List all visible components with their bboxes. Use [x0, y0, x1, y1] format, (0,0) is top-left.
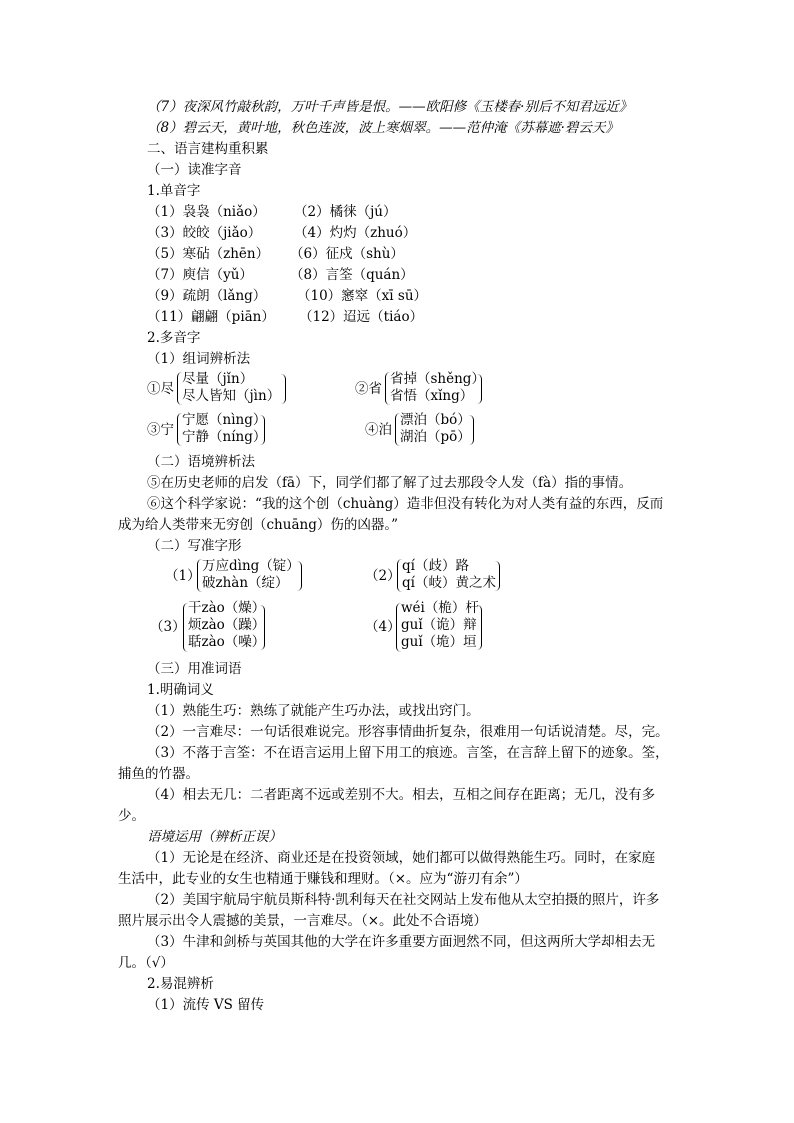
polyphone-word: 漂泊（bó）	[400, 412, 471, 428]
polyphone-word: 宁愿（nìng）	[182, 412, 267, 428]
glyph-lead: （2）	[365, 568, 401, 584]
glyph-word: 聒zào（噪）	[188, 634, 266, 650]
single-item: （11）翩翩（piān）	[147, 309, 275, 325]
glyph-group	[150, 600, 280, 655]
definition-3: （3）不落于言筌：不在语言运用上留下用工的痕迹。言筌，在言辞上留下的迹象。筌，	[147, 745, 669, 761]
heading-context-usage: 语境运用（辨析正误）	[147, 829, 282, 845]
polyphone-group	[147, 411, 277, 449]
right-brace	[260, 605, 265, 650]
right-brace	[477, 605, 482, 650]
subheading-write-glyph: （二）写准字形	[147, 538, 242, 554]
context-example-6-cont: 成为给人类带来无穷创（chuāng）伤的凶器。”	[118, 517, 398, 533]
single-item: （8）言筌（quán）	[290, 267, 414, 283]
right-brace	[297, 561, 302, 591]
usage-1: （1）无论是在经济、商业还是在投资领域，她们都可以做得熟能生巧。同时，在家庭	[147, 850, 656, 866]
single-item: （5）寒砧（zhēn）	[147, 246, 270, 262]
polyphone-word: 尽量（jǐn）	[182, 371, 254, 387]
definition-2: （2）一言难尽：一句话很难说完。形容事情曲折复杂，很难用一句话说清楚。尽，完。	[147, 724, 669, 740]
glyph-word: 干zào（燥）	[188, 600, 266, 616]
confusable-1: （1）流传 VS 留传	[147, 997, 265, 1013]
polyphone-word: 尽人皆知（jìn）	[182, 388, 281, 404]
single-item: （3）皎皎（jiǎo）	[147, 225, 262, 241]
definition-4-cont: 少。	[118, 808, 145, 824]
glyph-lead: （4）	[365, 619, 401, 635]
glyph-group	[165, 557, 315, 595]
context-example-6: ⑥这个科学家说：“我的这个创（chuàng）造非但没有转化为对人类有益的东西，反而	[147, 496, 664, 512]
usage-3: （3）牛津和剑桥与英国其他的大学在许多重要方面迥然不同，但这两所大学却相去无	[147, 934, 656, 950]
right-brace	[281, 374, 286, 404]
glyph-word: 烦zào（躁）	[188, 617, 266, 633]
polyphone-word: 湖泊（pō）	[400, 429, 471, 445]
right-brace	[260, 415, 265, 445]
usage-2-cont: 照片展示出令人震撼的美景，一言难尽。（×。此处不合语境）	[118, 913, 488, 929]
heading-single-tone: 1.单音字	[147, 183, 201, 199]
single-item: （12）迢远（tiáo）	[299, 309, 424, 325]
right-brace	[495, 561, 500, 591]
single-item: （2）橘徕（jú）	[294, 204, 397, 220]
usage-3-cont: 几。（√）	[118, 955, 174, 971]
heading-multi-tone: 2.多音字	[147, 330, 201, 346]
polyphone-lead: ①尽	[147, 381, 174, 397]
usage-2: （2）美国宇航局宇航员斯科特·凯利每天在社交网站上发布他从太空拍摄的照片，许多	[147, 892, 660, 908]
single-item: （9）疏朗（lǎng）	[147, 288, 267, 304]
glyph-word: qí（岐）黄之术	[402, 575, 496, 591]
single-item: （1）袅袅（niǎo）	[147, 204, 266, 220]
polyphone-lead: ③宁	[147, 422, 174, 438]
glyph-group	[365, 557, 515, 595]
single-item: （10）窸窣（xī sū）	[297, 288, 428, 304]
glyph-group	[365, 600, 495, 655]
single-item: （7）庾信（yǔ）	[147, 267, 253, 283]
subheading-read-pronunciation: （一）读准字音	[147, 162, 242, 178]
single-item: （6）征戍（shù）	[290, 246, 404, 262]
single-item: （4）灼灼（zhuó）	[294, 225, 417, 241]
heading-word-meaning: 1.明确词义	[147, 682, 214, 698]
glyph-word: 万应dìng（锭）	[202, 558, 300, 574]
poem-line-7: （7）夜深风竹敲秋韵，万叶千声皆是恨。——欧阳修《玉楼春·别后不知君远近》	[147, 99, 633, 115]
glyph-word: 破zhàn（绽）	[202, 575, 289, 591]
heading-word-group-method: （1）组词辨析法	[147, 351, 251, 367]
polyphone-word: 省悟（xǐng）	[390, 388, 474, 404]
polyphone-lead: ④泊	[365, 422, 392, 438]
glyph-word: guǐ（垝）垣	[401, 634, 477, 650]
polyphone-word: 宁静（níng）	[182, 429, 267, 445]
polyphone-group	[147, 370, 297, 408]
right-brace	[477, 374, 482, 404]
subheading-context-method: （二）语境辨析法	[147, 454, 255, 470]
glyph-lead: （3）	[150, 619, 186, 635]
glyph-word: wéi（桅）杆	[401, 600, 479, 616]
context-example-5: ⑤在历史老师的启发（fā）下，同学们都了解了过去那段令人发（fà）指的事情。	[147, 475, 633, 491]
glyph-word: qí（歧）路	[402, 558, 469, 574]
poem-line-8: （8）碧云天，黄叶地，秋色连波，波上寒烟翠。——范仲淹《苏幕遮·碧云天》	[147, 120, 619, 136]
glyph-word: guǐ（诡）辩	[401, 617, 477, 633]
definition-4: （4）相去无几：二者距离不远或差别不大。相去，互相之间存在距离；无几，没有多	[147, 787, 656, 803]
heading-confusable: 2.易混辨析	[147, 976, 214, 992]
right-brace	[469, 415, 474, 445]
polyphone-word: 省掉（shěng）	[390, 371, 485, 387]
polyphone-lead: ②省	[355, 381, 382, 397]
polyphone-group	[355, 370, 495, 408]
definition-3-cont: 捕鱼的竹器。	[118, 766, 199, 782]
usage-1-cont: 生活中，此专业的女生也精通于赚钱和理财。（×。应为“游刃有余”）	[118, 871, 528, 887]
subheading-use-words: （三）用准词语	[147, 661, 242, 677]
definition-1: （1）熟能生巧：熟练了就能产生巧办法，或找出窍门。	[147, 703, 480, 719]
polyphone-group	[365, 411, 485, 449]
glyph-lead: （1）	[165, 568, 201, 584]
section-heading-2: 二、语言建构重积累	[147, 141, 269, 157]
